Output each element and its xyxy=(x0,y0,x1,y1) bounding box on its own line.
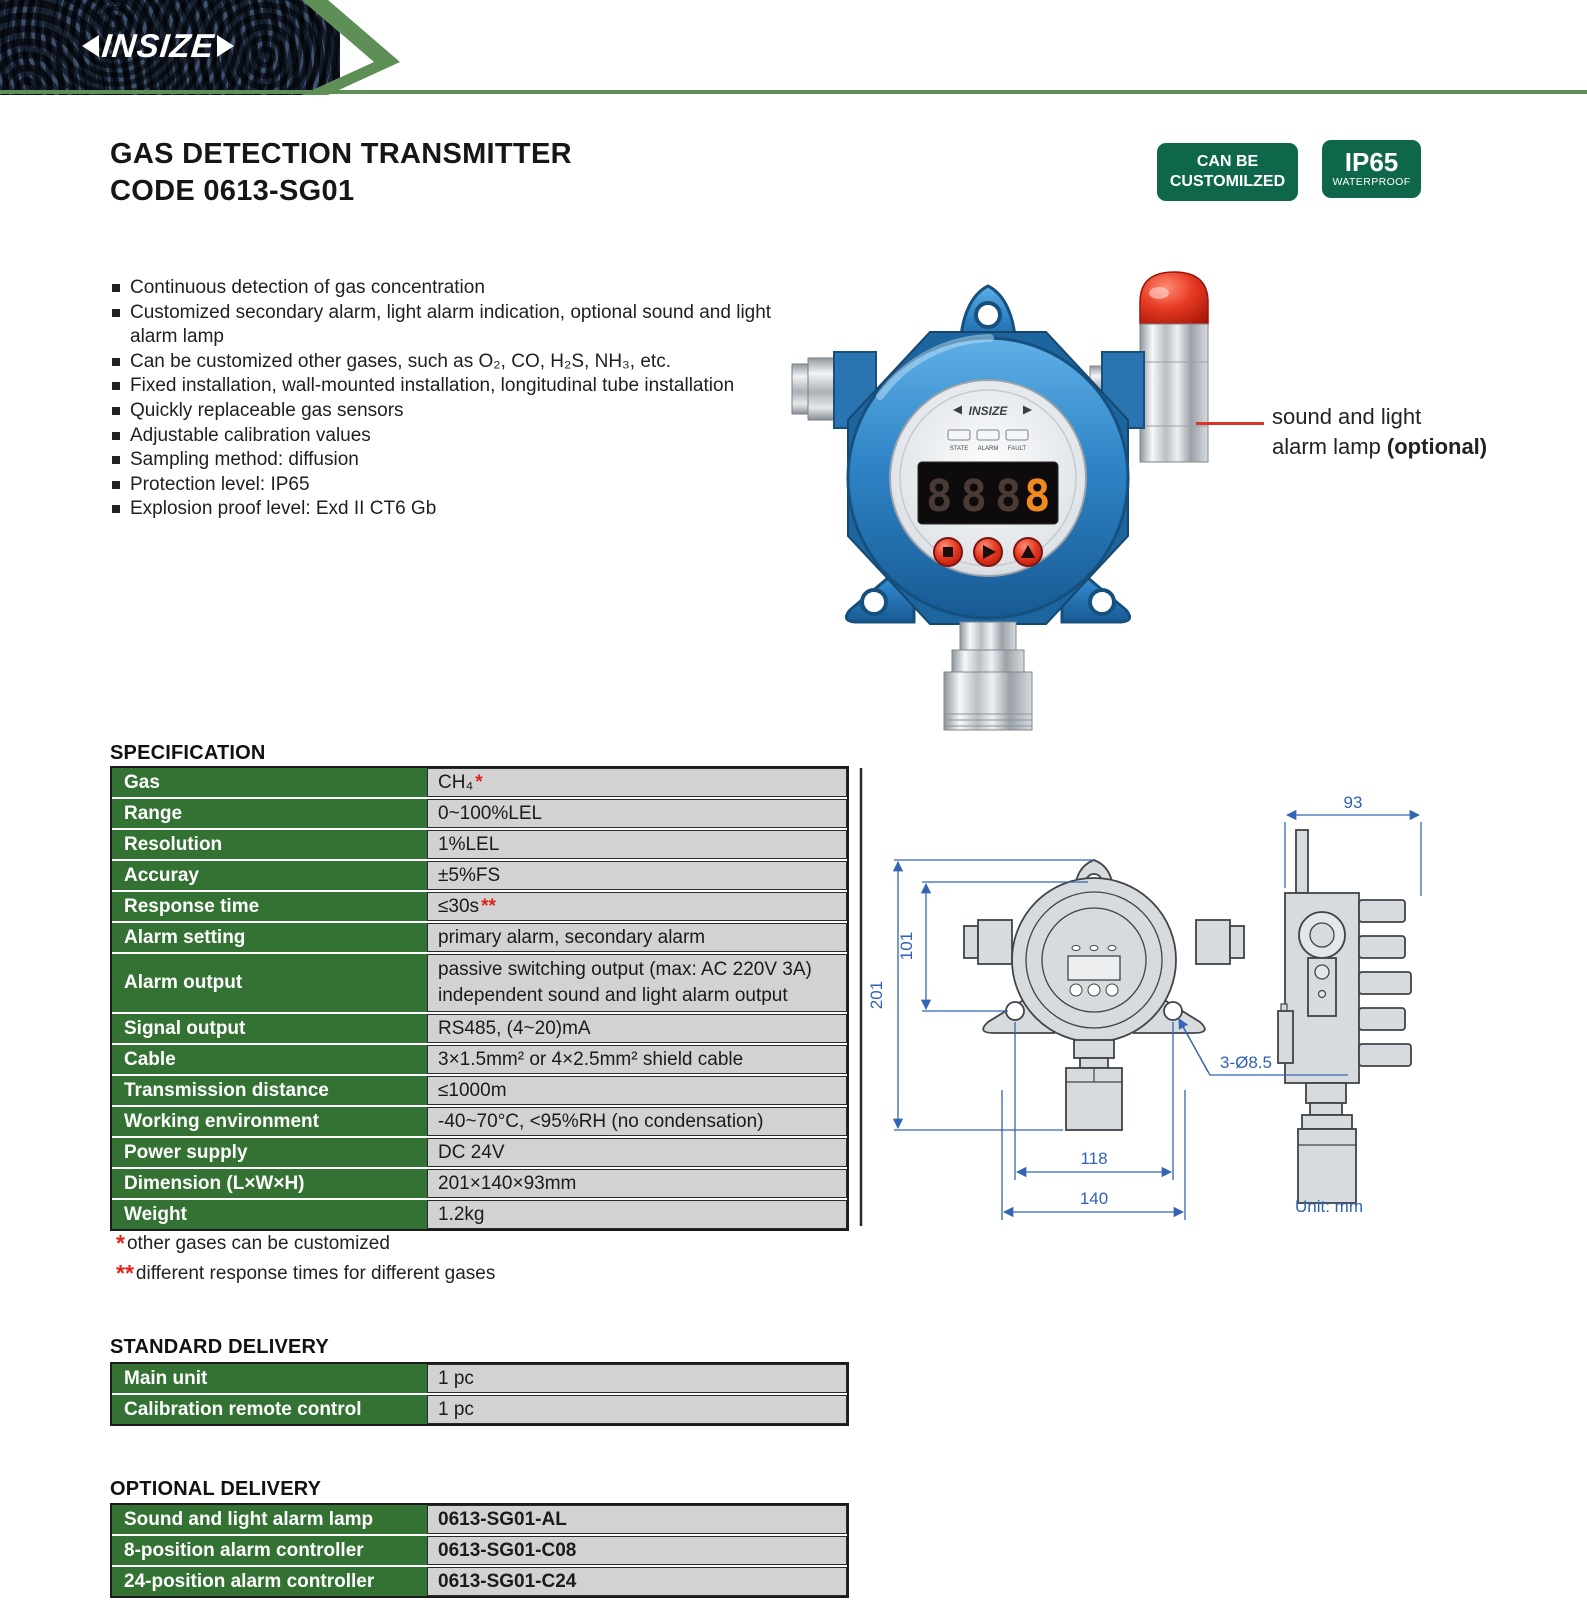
list-item xyxy=(110,374,800,399)
side-neck xyxy=(1306,1083,1346,1103)
spec-value xyxy=(427,1014,847,1043)
footnote-text: different response times for different gases xyxy=(135,1263,496,1284)
table-row xyxy=(112,828,847,859)
spec-table xyxy=(110,766,849,1231)
logo-right-arrow-icon xyxy=(217,35,234,57)
spec-label: Resolution xyxy=(112,830,427,859)
spec-label: Cable xyxy=(112,1045,427,1074)
side-sensor xyxy=(1298,1129,1356,1203)
value-text: primary alarm, secondary alarm xyxy=(438,926,706,948)
badge-can-be-customized xyxy=(1157,143,1298,201)
table-row xyxy=(112,797,847,828)
front-left-hole xyxy=(1006,1002,1024,1020)
side-terminal-box xyxy=(1278,1011,1293,1063)
list-item xyxy=(110,424,800,449)
badge-line: CAN BE xyxy=(1196,153,1259,170)
badge-ip65-waterproof xyxy=(1322,140,1421,198)
delivery-value xyxy=(427,1505,847,1534)
delivery-label: Sound and light alarm lamp xyxy=(112,1505,427,1534)
front-right-gland-cap xyxy=(1230,926,1244,958)
dim-93: 93 xyxy=(1343,793,1363,812)
value-text: 3×1.5mm² or 4×2.5mm² shield cable xyxy=(438,1048,744,1070)
list-item xyxy=(110,276,800,301)
annotation-line: sound and light xyxy=(1272,404,1422,429)
delivery-value xyxy=(427,1364,847,1393)
alarm-lamp xyxy=(1140,272,1208,462)
side-fin xyxy=(1359,972,1411,994)
spec-label: Weight xyxy=(112,1200,427,1229)
spec-value xyxy=(427,768,847,797)
square-bullet-icon xyxy=(112,382,120,390)
spec-value xyxy=(427,1200,847,1229)
dome-highlight xyxy=(1149,287,1169,299)
spec-label: Gas xyxy=(112,768,427,797)
table-row xyxy=(112,1012,847,1043)
feature-text: Sampling method: diffusion xyxy=(130,449,359,471)
spec-value xyxy=(427,923,847,952)
footnote xyxy=(116,1260,495,1287)
feature-list xyxy=(110,276,800,522)
square-bullet-icon xyxy=(112,481,120,489)
table-row xyxy=(112,1565,847,1596)
spec-label: Range xyxy=(112,799,427,828)
feature-text: Continuous detection of gas concentration xyxy=(130,277,485,298)
spec-value xyxy=(427,861,847,890)
standard-delivery-heading: STANDARD DELIVERY xyxy=(110,1336,329,1358)
spec-value xyxy=(427,1045,847,1074)
led-display xyxy=(918,462,1058,524)
spec-label: Power supply xyxy=(112,1138,427,1167)
footnote-text: other gases can be customized xyxy=(126,1233,390,1254)
indicator-label: STATE xyxy=(949,446,969,452)
product-title: GAS DETECTION TRANSMITTER xyxy=(110,138,572,170)
table-row xyxy=(112,890,847,921)
feature-text: Fixed installation, wall-mounted installation, longitudinal tube installation xyxy=(130,375,735,397)
list-item xyxy=(110,497,800,522)
spec-label: Alarm output xyxy=(112,954,427,1012)
indicator-label: FAULT xyxy=(1007,446,1027,452)
front-neck xyxy=(1074,1040,1114,1058)
front-left-gland-cap xyxy=(964,926,978,958)
spec-label: Transmission distance xyxy=(112,1076,427,1105)
page-title xyxy=(110,136,572,210)
table-row xyxy=(112,768,847,797)
side-antenna xyxy=(1296,830,1308,893)
brand-name: INSIZE xyxy=(100,27,217,64)
side-fin xyxy=(1359,900,1405,922)
spec-value xyxy=(427,1076,847,1105)
annotation-leader-line xyxy=(1196,422,1264,425)
spec-label: Dimension (L×W×H) xyxy=(112,1169,427,1198)
value-text: CH₄ xyxy=(438,771,474,793)
gas-sensor xyxy=(944,622,1032,730)
dimension-drawing xyxy=(858,760,1558,1230)
delivery-label: Main unit xyxy=(112,1364,427,1393)
list-item xyxy=(110,473,800,498)
front-collar xyxy=(1080,1058,1108,1068)
delivery-label: Calibration remote control xyxy=(112,1395,427,1424)
annotation-text xyxy=(1272,402,1487,462)
value-text: 1 pc xyxy=(438,1398,474,1420)
spec-label: Alarm setting xyxy=(112,923,427,952)
led-digits-dim: 888 xyxy=(926,471,1030,522)
list-item xyxy=(110,301,800,350)
asterisk-icon: ** xyxy=(116,1260,134,1286)
value-text: 0613-SG01-C24 xyxy=(438,1570,577,1592)
value-text: 0613-SG01-AL xyxy=(438,1508,567,1530)
product-code: CODE 0613-SG01 xyxy=(110,175,355,207)
footnote-marker: * xyxy=(475,771,483,793)
table-row xyxy=(112,1364,847,1393)
optional-delivery-table xyxy=(110,1503,849,1598)
spec-value xyxy=(427,799,847,828)
spec-value xyxy=(427,892,847,921)
table-row xyxy=(112,1043,847,1074)
led-digit-lit: 8 xyxy=(1024,471,1051,522)
square-icon xyxy=(943,547,953,557)
value-text: ≤1000m xyxy=(438,1079,507,1101)
asterisk-icon: * xyxy=(116,1230,125,1256)
footnote-marker: ** xyxy=(481,895,496,917)
feature-text: Quickly replaceable gas sensors xyxy=(130,399,404,421)
delivery-value xyxy=(427,1395,847,1424)
square-bullet-icon xyxy=(112,358,120,366)
dim-140: 140 xyxy=(1079,1189,1109,1208)
front-right-gland xyxy=(1196,920,1230,964)
list-item xyxy=(110,448,800,473)
side-fin xyxy=(1359,1008,1405,1030)
table-row xyxy=(112,1393,847,1424)
square-bullet-icon xyxy=(112,505,120,513)
optional-delivery-heading: OPTIONAL DELIVERY xyxy=(110,1478,322,1500)
value-text: RS485, (4~20)mA xyxy=(438,1017,591,1039)
alarm-lamp-body xyxy=(1140,324,1208,462)
table-row xyxy=(112,1074,847,1105)
standard-delivery-table xyxy=(110,1362,849,1426)
logo-left-arrow-icon xyxy=(82,35,99,57)
value-text: 201×140×93mm xyxy=(438,1172,577,1194)
spec-value xyxy=(427,1138,847,1167)
insize-logo xyxy=(82,27,234,65)
left-gland-cap xyxy=(792,364,808,414)
spec-heading: SPECIFICATION xyxy=(110,742,266,764)
value-text: ≤30s xyxy=(438,895,480,917)
annotation-optional: (optional) xyxy=(1386,434,1488,459)
table-row xyxy=(112,921,847,952)
delivery-value xyxy=(427,1567,847,1596)
face-brand-text: INSIZE xyxy=(968,404,1008,418)
spec-label: Response time xyxy=(112,892,427,921)
value-text: 1 pc xyxy=(438,1367,474,1389)
footnote xyxy=(116,1230,390,1257)
value-text: independent sound and light alarm output xyxy=(438,985,788,1006)
unit-label: Unit: mm xyxy=(1295,1197,1363,1216)
spec-label: Working environment xyxy=(112,1107,427,1136)
value-text: 0~100%LEL xyxy=(438,802,543,824)
dim-101: 101 xyxy=(897,931,916,961)
left-mounting-hole xyxy=(862,590,886,614)
holes-label: 3-Ø8.5 xyxy=(1220,1053,1272,1072)
table-row xyxy=(112,859,847,890)
annotation-part: alarm lamp xyxy=(1272,434,1387,459)
side-sensor-ring xyxy=(1302,1115,1352,1129)
delivery-label: 8-position alarm controller xyxy=(112,1536,427,1565)
value-text: passive switching output (max: AC 220V 3A) xyxy=(438,959,812,980)
feature-text: Protection level: IP65 xyxy=(130,473,310,495)
table-row xyxy=(112,1505,847,1534)
front-buttons xyxy=(934,538,1042,566)
value-text: ±5%FS xyxy=(438,864,501,886)
value-text: 1%LEL xyxy=(438,833,500,855)
value-text: DC 24V xyxy=(438,1141,505,1163)
spec-label: Accuray xyxy=(112,861,427,890)
front-left-gland xyxy=(978,920,1012,964)
product-photo xyxy=(790,266,1240,744)
square-bullet-icon xyxy=(112,407,120,415)
side-fin xyxy=(1359,936,1405,958)
side-fin xyxy=(1359,1044,1411,1066)
annotation-line xyxy=(1272,432,1487,462)
top-mounting-hole xyxy=(976,303,1000,327)
dim-118: 118 xyxy=(1080,1149,1108,1168)
spec-value xyxy=(427,954,847,1012)
spec-label: Signal output xyxy=(112,1014,427,1043)
list-item xyxy=(110,399,800,424)
square-bullet-icon xyxy=(112,309,120,317)
header-rule xyxy=(0,90,1587,94)
badge-line: WATERPROOF xyxy=(1332,176,1411,188)
front-display xyxy=(1068,956,1120,980)
spec-value xyxy=(427,830,847,859)
spec-value xyxy=(427,1169,847,1198)
badge-line: IP65 xyxy=(1344,147,1399,177)
spec-value xyxy=(427,1107,847,1136)
table-row xyxy=(112,1198,847,1229)
value-text: 1.2kg xyxy=(438,1203,485,1225)
feature-text: Explosion proof level: Exd II CT6 Gb xyxy=(130,498,437,520)
delivery-value xyxy=(427,1536,847,1565)
badge-line: CUSTOMILZED xyxy=(1169,173,1286,190)
square-bullet-icon xyxy=(112,284,120,292)
table-row xyxy=(112,1105,847,1136)
delivery-label: 24-position alarm controller xyxy=(112,1567,427,1596)
right-mounting-hole xyxy=(1090,590,1114,614)
dim-201: 201 xyxy=(867,980,886,1010)
left-gland-nut xyxy=(808,358,834,420)
value-text: 0613-SG01-C08 xyxy=(438,1539,577,1561)
side-collar xyxy=(1310,1103,1342,1115)
table-row xyxy=(112,1534,847,1565)
square-bullet-icon xyxy=(112,432,120,440)
feature-text: Adjustable calibration values xyxy=(130,424,371,446)
alarm-lamp-dome xyxy=(1140,272,1208,324)
list-item xyxy=(110,350,800,375)
table-row xyxy=(112,952,847,1012)
square-bullet-icon xyxy=(112,456,120,464)
front-right-hole xyxy=(1164,1002,1182,1020)
indicator-label: ALARM xyxy=(977,446,999,452)
table-row xyxy=(112,1167,847,1198)
table-row xyxy=(112,1136,847,1167)
feature-text: Customized secondary alarm, light alarm indication, optional sound and light alarm lamp xyxy=(130,301,772,348)
feature-text: Can be customized other gases, such as O₂, CO, H₂S, NH₃, etc. xyxy=(130,350,671,372)
value-text: -40~70°C, <95%RH (no condensation) xyxy=(438,1110,764,1132)
